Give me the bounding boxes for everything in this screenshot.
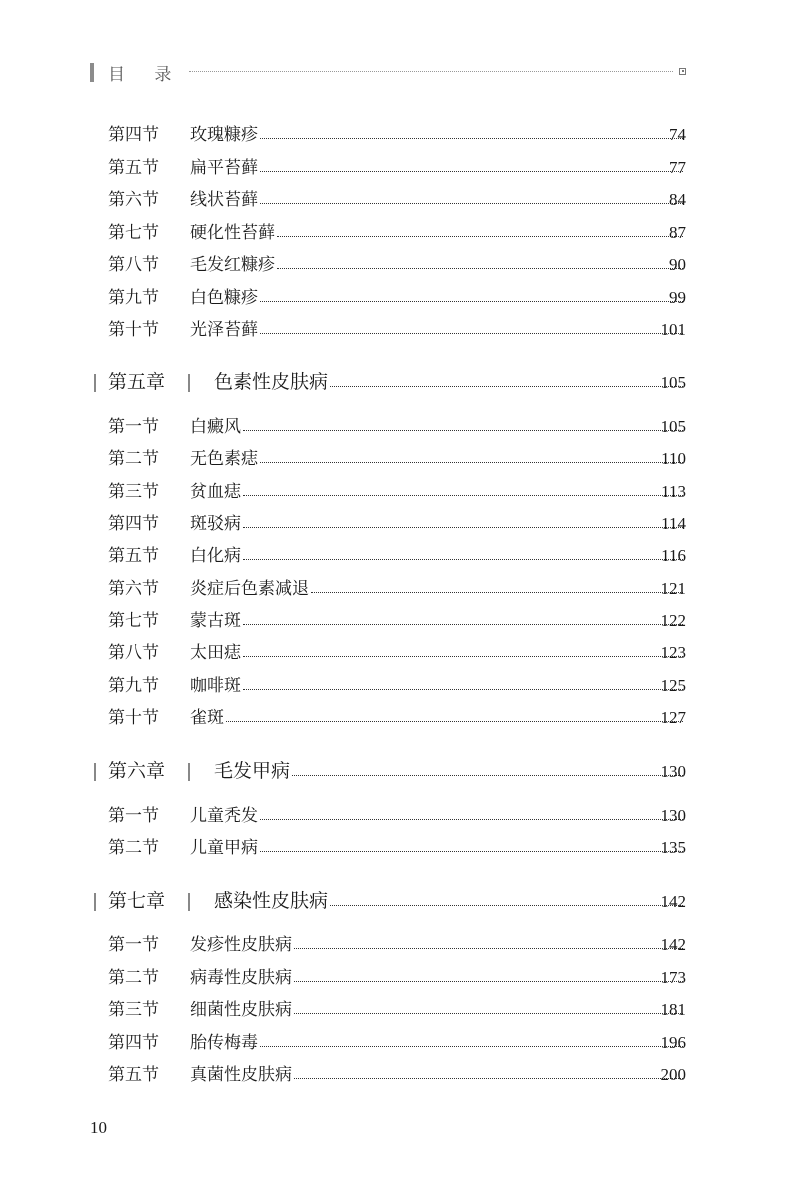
toc-row[interactable] [0, 1062, 800, 1086]
header-title: 目 录 [108, 64, 184, 85]
chapter-title-wrap [214, 367, 686, 394]
header-square-icon [679, 68, 686, 75]
section-page-number: 200 [660, 1065, 686, 1084]
section-number: 第十节 [108, 320, 159, 340]
section-page-number: 121 [660, 579, 686, 598]
section-title: 炎症后色素减退 [190, 579, 309, 599]
section-title: 咖啡斑 [190, 676, 241, 696]
section-page-number: 90 [669, 255, 686, 274]
section-title: 太田痣 [190, 643, 241, 663]
toc-row[interactable] [0, 479, 800, 503]
dot-leader [260, 851, 683, 852]
dot-leader [260, 333, 683, 334]
section-title: 白色糠疹 [190, 288, 258, 308]
dot-leader [243, 624, 683, 625]
section-title: 白癜风 [190, 417, 241, 437]
toc-chapter-row[interactable] [0, 759, 800, 783]
dot-leader [243, 495, 683, 496]
section-title: 玫瑰糠疹 [190, 125, 258, 145]
section-title-wrap [190, 833, 686, 858]
section-title-wrap [190, 671, 686, 696]
toc-row[interactable] [0, 511, 800, 535]
section-number: 第八节 [108, 255, 159, 275]
section-number: 第六节 [108, 579, 159, 599]
section-title-wrap [190, 120, 686, 145]
section-title: 蒙古斑 [190, 611, 241, 631]
section-title: 无色素痣 [190, 449, 258, 469]
section-title: 毛发红糠疹 [190, 255, 275, 275]
toc-row[interactable] [0, 220, 800, 244]
section-number: 第三节 [108, 482, 159, 502]
section-number: 第七节 [108, 611, 159, 631]
toc-row[interactable] [0, 543, 800, 567]
section-page-number: 130 [660, 806, 686, 825]
section-title-wrap [190, 606, 686, 631]
section-page-number: 84 [669, 190, 686, 209]
dot-leader [243, 689, 683, 690]
dot-leader [260, 203, 683, 204]
dot-leader [294, 981, 683, 982]
section-page-number: 99 [669, 288, 686, 307]
section-number: 第二节 [108, 449, 159, 469]
chapter-bar-right [188, 374, 190, 392]
section-page-number: 127 [660, 708, 686, 727]
section-number: 第五节 [108, 158, 159, 178]
section-title: 儿童秃发 [190, 806, 258, 826]
dot-leader [260, 819, 683, 820]
dot-leader [260, 1046, 683, 1047]
toc-row[interactable] [0, 673, 800, 697]
section-title: 光泽苔藓 [190, 320, 258, 340]
section-number: 第三节 [108, 1000, 159, 1020]
section-page-number: 101 [660, 320, 686, 339]
section-number: 第九节 [108, 676, 159, 696]
section-page-number: 74 [669, 125, 686, 144]
dot-leader [277, 268, 683, 269]
chapter-number: 第五章 [108, 371, 166, 393]
toc-row[interactable] [0, 932, 800, 956]
section-page-number: 142 [660, 935, 686, 954]
dot-leader [294, 1078, 683, 1079]
section-title-wrap [190, 509, 686, 534]
section-title-wrap [190, 218, 686, 243]
toc-row[interactable] [0, 317, 800, 341]
running-header [90, 60, 686, 84]
section-title-wrap [190, 801, 686, 826]
dot-leader [243, 559, 683, 560]
section-title-wrap [190, 315, 686, 340]
section-page-number: 87 [669, 223, 686, 242]
section-page-number: 123 [660, 643, 686, 662]
section-page-number: 125 [660, 676, 686, 695]
chapter-title: 色素性皮肤病 [214, 371, 329, 393]
section-page-number: 110 [661, 449, 686, 468]
toc-row[interactable] [0, 122, 800, 146]
toc-chapter-row[interactable] [0, 889, 800, 913]
section-number: 第七节 [108, 223, 159, 243]
toc-row[interactable] [0, 608, 800, 632]
section-title-wrap [190, 185, 686, 210]
section-title-wrap [190, 1060, 686, 1085]
section-page-number: 181 [660, 1000, 686, 1019]
chapter-number: 第七章 [108, 890, 166, 912]
toc-row[interactable] [0, 835, 800, 859]
page-number: 10 [90, 1118, 107, 1137]
section-title-wrap [190, 638, 686, 663]
section-title: 病毒性皮肤病 [190, 968, 292, 988]
section-title-wrap [190, 412, 686, 437]
dot-leader [330, 386, 683, 387]
chapter-title: 感染性皮肤病 [214, 890, 329, 912]
section-title: 扁平苔藓 [190, 158, 258, 178]
dot-leader [260, 301, 683, 302]
section-title: 真菌性皮肤病 [190, 1065, 292, 1085]
section-page-number: 116 [661, 546, 686, 565]
section-number: 第四节 [108, 1033, 159, 1053]
section-page-number: 173 [660, 968, 686, 987]
chapter-bar-right [188, 893, 190, 911]
dot-leader [243, 527, 683, 528]
chapter-page-number: 105 [660, 373, 686, 392]
header-dotted-rule [189, 71, 673, 72]
section-title-wrap [190, 444, 686, 469]
section-number: 第九节 [108, 288, 159, 308]
section-number: 第十节 [108, 708, 159, 728]
chapter-bar-left [94, 893, 96, 911]
section-title-wrap [190, 574, 686, 599]
dot-leader [243, 430, 683, 431]
dot-leader [226, 721, 683, 722]
section-number: 第五节 [108, 546, 159, 566]
toc-row[interactable] [0, 285, 800, 309]
dot-leader [260, 138, 683, 139]
dot-leader [294, 1013, 683, 1014]
header-bar [90, 63, 94, 82]
section-title-wrap [190, 250, 686, 275]
chapter-page-number: 130 [660, 762, 686, 781]
section-page-number: 113 [661, 482, 686, 501]
chapter-number: 第六章 [108, 760, 166, 782]
section-page-number: 135 [660, 838, 686, 857]
section-number: 第六节 [108, 190, 159, 210]
section-number: 第二节 [108, 968, 159, 988]
chapter-bar-right [188, 763, 190, 781]
section-number: 第四节 [108, 125, 159, 145]
dot-leader [260, 171, 683, 172]
dot-leader [243, 656, 683, 657]
section-page-number: 196 [660, 1033, 686, 1052]
toc-row[interactable] [0, 640, 800, 664]
section-title: 细菌性皮肤病 [190, 1000, 292, 1020]
section-title: 胎传梅毒 [190, 1033, 258, 1053]
section-number: 第五节 [108, 1065, 159, 1085]
section-title: 贫血痣 [190, 482, 241, 502]
dot-leader [330, 905, 683, 906]
dot-leader [292, 775, 683, 776]
section-number: 第一节 [108, 417, 159, 437]
toc-row[interactable] [0, 705, 800, 729]
section-title: 发疹性皮肤病 [190, 935, 292, 955]
chapter-title-wrap [214, 886, 686, 913]
toc-row[interactable] [0, 803, 800, 827]
section-page-number: 122 [660, 611, 686, 630]
chapter-title: 毛发甲病 [214, 760, 291, 782]
chapter-bar-left [94, 374, 96, 392]
section-title-wrap [190, 963, 686, 988]
section-title: 儿童甲病 [190, 838, 258, 858]
toc-row[interactable] [0, 576, 800, 600]
section-number: 第八节 [108, 643, 159, 663]
section-title: 硬化性苔藓 [190, 223, 275, 243]
section-title-wrap [190, 153, 686, 178]
toc-row[interactable] [0, 1030, 800, 1054]
toc-row[interactable] [0, 997, 800, 1021]
dot-leader [311, 592, 683, 593]
toc-row[interactable] [0, 187, 800, 211]
dot-leader [294, 948, 683, 949]
section-title: 白化病 [190, 546, 241, 566]
section-title: 线状苔藓 [190, 190, 258, 210]
toc-row[interactable] [0, 965, 800, 989]
section-title-wrap [190, 541, 686, 566]
toc-row[interactable] [0, 155, 800, 179]
section-title-wrap [190, 1028, 686, 1053]
section-title-wrap [190, 477, 686, 502]
section-number: 第一节 [108, 806, 159, 826]
toc-row[interactable] [0, 252, 800, 276]
section-number: 第一节 [108, 935, 159, 955]
section-page-number: 105 [660, 417, 686, 436]
section-title-wrap [190, 995, 686, 1020]
dot-leader [260, 462, 683, 463]
section-page-number: 114 [661, 514, 686, 533]
section-title: 雀斑 [190, 708, 224, 728]
section-page-number: 77 [669, 158, 686, 177]
toc-chapter-row[interactable] [0, 370, 800, 394]
section-title-wrap [190, 930, 686, 955]
section-title-wrap [190, 703, 686, 728]
toc-row[interactable] [0, 446, 800, 470]
chapter-bar-left [94, 763, 96, 781]
chapter-title-wrap [214, 756, 686, 783]
section-title-wrap [190, 283, 686, 308]
section-number: 第二节 [108, 838, 159, 858]
chapter-page-number: 142 [660, 892, 686, 911]
section-number: 第四节 [108, 514, 159, 534]
section-title: 斑驳病 [190, 514, 241, 534]
toc-row[interactable] [0, 414, 800, 438]
dot-leader [277, 236, 683, 237]
